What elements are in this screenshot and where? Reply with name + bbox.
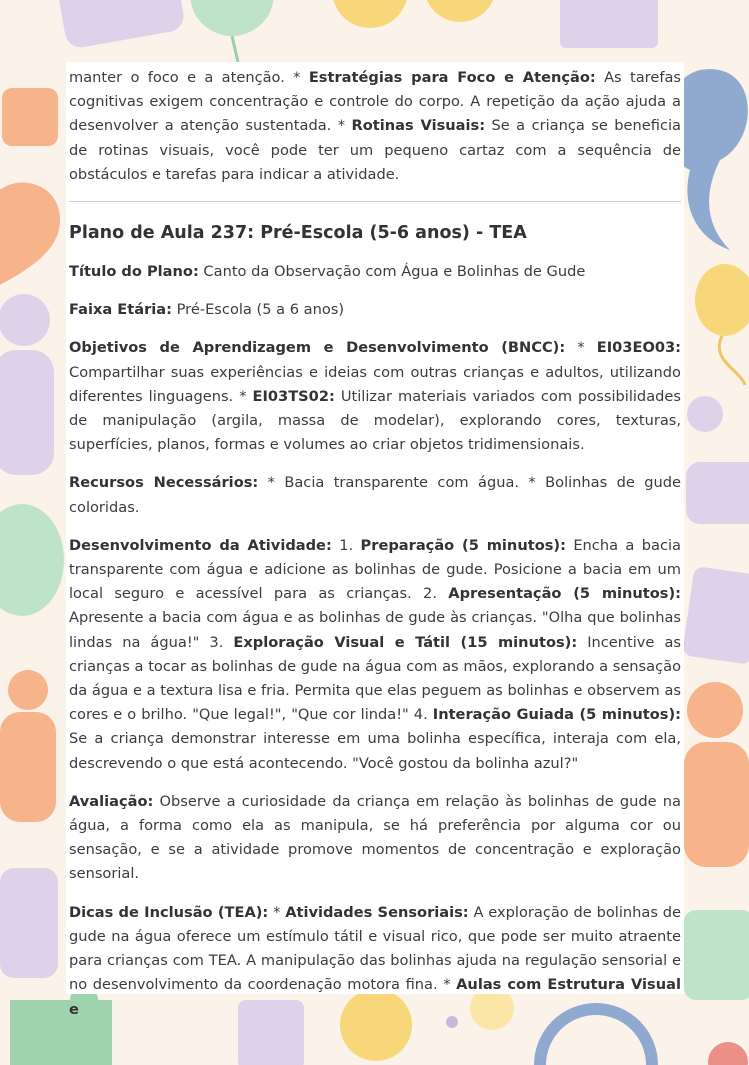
purple-dot-shape [687, 396, 723, 432]
purple-tile-shape [54, 0, 186, 50]
orange-person-head-shape [687, 682, 743, 738]
purple-person-body-shape [0, 350, 54, 475]
purple-bubble-shape [686, 462, 749, 524]
plan-title: Plano de Aula 237: Pré-Escola (5-6 anos) - TEA [69, 223, 527, 244]
green-balloon-shape [190, 0, 274, 36]
green-sign-shape [684, 910, 749, 1000]
orange-person-body-shape [0, 712, 56, 822]
yellow-circle-shape [424, 0, 496, 22]
orange-person-head-shape [8, 670, 48, 710]
faixa-etaria-paragraph: Faixa Etária: Pré-Escola (5 a 6 anos) [69, 301, 345, 319]
purple-square-shape [560, 0, 658, 48]
red-heart-shape [708, 1042, 748, 1065]
document-content [69, 66, 681, 1036]
dicas-paragraph: Dicas de Inclusão (TEA): * Atividades Sensoriais: A exploração de bolinhas de gude na água oferece um estímulo tátil e visual rico, que pode ser muito atraente para crianças com TEA. A manipulação das bolinhas ajuda na regulação sensorial e no desenvolvimento da coordenação motora fina. * Aulas com Estrutura Visual e [69, 903, 682, 1018]
balloon-string-shape [719, 336, 745, 385]
yellow-circle-shape [332, 0, 408, 28]
orange-puzzle-shape [2, 88, 58, 146]
avaliacao-paragraph: Avaliação: Observe a curiosidade da criança em relação às bolinhas de gude na água, a forma como ela as manipula, se há preferência por alguma cor ou sensação, e se a atividade promove momentos de concentração e exploração sensorial. [69, 792, 681, 883]
green-balloon-shape [0, 504, 64, 616]
recursos-paragraph: Recursos Necessários: * Bacia transparente com água. * Bolinhas de gude coloridas. [69, 474, 682, 516]
purple-book-shape [682, 566, 749, 665]
orange-person-body-shape [684, 742, 749, 867]
desenvolvimento-paragraph: Desenvolvimento da Atividade: 1. Preparação (5 minutos): Encha a bacia transparente com água e adicione as bolinhas de gude. Posicione a bacia em um local seguro e acessível para as crianças. 2. Apresentação (5 minutos): Apresente a bacia com água e as bolinhas de gude às crianças. "Olha que bolinhas lindas na água!" 3. Exploração Visual e Tátil (15 minutos): Incentive as crianças a tocar as bolinhas de gude na água com as mãos, explorando a sensação da água e a textura lisa e fria. Permita que elas peguem as bolinhas e observem as cores e o brilho. "Que legal!", "Que cor linda!" 4. Interação Guiada (5 minutos): Se a criança demonstrar interesse em uma bolinha específica, interaja com ela, descrevendo o que está acontecendo. "Você gostou da bolinha azul?" [69, 536, 682, 772]
objetivos-paragraph: Objetivos de Aprendizagem e Desenvolvimento (BNCC): * EI03EO03: Compartilhar suas experiências e ideias com outras crianças e adultos, utilizando diferentes linguagens. * EI03TS02: Utilizar materiais variados com possibilidades de manipulação (argila, massa de modelar), explorando cores, texturas, superfícies, planos, formas e volumes ao criar objetos tridimensionais. [69, 339, 681, 454]
document-page [66, 62, 684, 1018]
balloon-string-shape [232, 36, 238, 62]
titulo-paragraph: Título do Plano: Canto da Observação com Água e Bolinhas de Gude [69, 263, 586, 281]
orange-heart-shape [0, 183, 60, 290]
section-divider [69, 201, 681, 202]
purple-puzzle-shape [0, 868, 58, 978]
intro-paragraph: manter o foco e a atenção. * Estratégias para Foco e Atenção: As tarefas cognitivas exigem concentração e controle do corpo. A repetição da ação ajuda a desenvolver a atenção sustentada. * Rotinas Visuais: Se a criança se beneficia de rotinas visuais, você pode ter um pequeno cartaz com a sequência de obstáculos e tarefas para indicar a atividade. [69, 69, 682, 183]
yellow-balloon-shape [695, 264, 749, 336]
purple-person-head-shape [0, 294, 50, 346]
